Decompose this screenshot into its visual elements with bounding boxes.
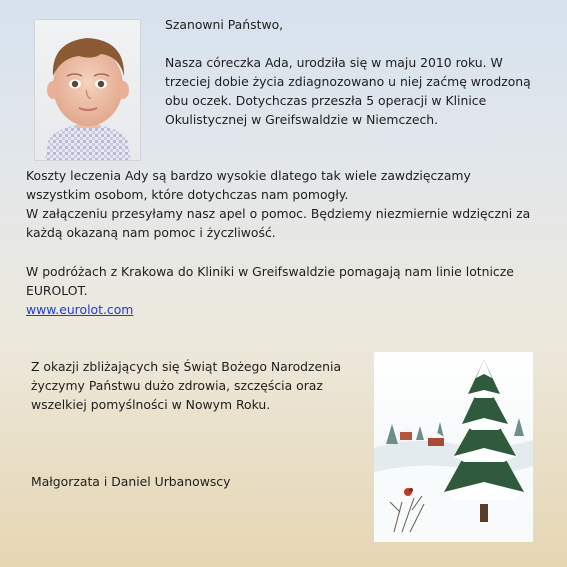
greeting-text: Szanowni Państwo, xyxy=(165,17,284,32)
travel-line: EUROLOT. xyxy=(26,283,88,298)
eurolot-link[interactable]: www.eurolot.com xyxy=(26,302,134,317)
wishes-line: wszelkiej pomyślności w Nowym Roku. xyxy=(31,397,271,412)
intro-line: Nasza córeczka Ada, urodziła się w maju 2010 roku. W xyxy=(165,55,503,70)
child-portrait-image xyxy=(35,20,140,160)
intro-line: Okulistycznej w Greifswaldzie w Niemczech. xyxy=(165,112,439,127)
winter-illustration xyxy=(374,352,533,542)
costs-line: wszystkim osobom, które dotychczas nam pomogły. xyxy=(26,187,349,202)
travel-line: W podróżach z Krakowa do Kliniki w Greifswaldzie pomagają nam linie lotnicze xyxy=(26,264,514,279)
wishes-line: Z okazji zbliżających się Świąt Bożego Narodzenia xyxy=(31,359,342,374)
child-photo xyxy=(34,19,141,161)
intro-line: trzeciej dobie życia zdiagnozowano u niej zaćmę wrodzoną xyxy=(165,74,531,89)
snowy-tree-image xyxy=(374,352,533,542)
wishes-line: życzymy Państwu dużo zdrowia, szczęścia oraz xyxy=(31,378,323,393)
costs-line: W załączeniu przesyłamy nasz apel o pomoc. Będziemy niezmiernie wdzięczni za xyxy=(26,206,531,221)
signature-text: Małgorzata i Daniel Urbanowscy xyxy=(31,474,231,489)
intro-line: obu oczek. Dotychczas przeszła 5 operacji w Klinice xyxy=(165,93,487,108)
costs-line: Koszty leczenia Ady są bardzo wysokie dlatego tak wiele zawdzięczamy xyxy=(26,168,471,183)
costs-line: każdą okazaną nam pomoc i życzliwość. xyxy=(26,225,276,240)
